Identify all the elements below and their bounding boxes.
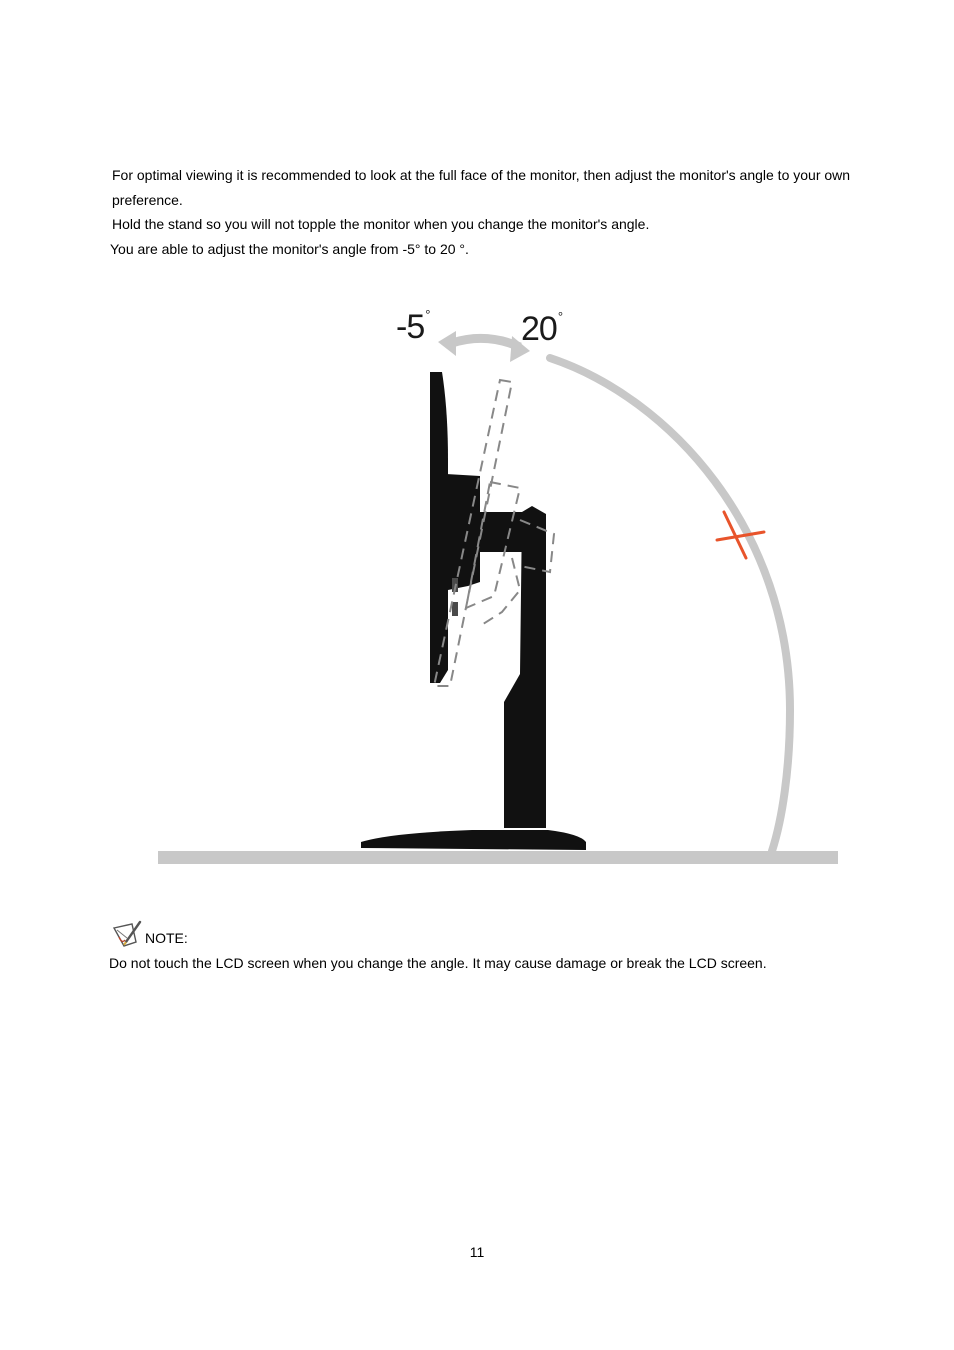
angle-min-value: -5 — [396, 308, 425, 346]
monitor-base — [361, 830, 586, 850]
angle-range-text: You are able to adjust the monitor's angle from -5° to 20 °. — [110, 241, 469, 257]
note-label: NOTE: — [145, 930, 188, 946]
monitor-tilt-illustration — [150, 290, 850, 870]
angle-max-value: 20 — [521, 310, 557, 348]
page-number: 11 — [469, 1244, 485, 1260]
monitor-panel — [430, 372, 448, 683]
angle-label-max — [521, 309, 563, 348]
note-heading — [112, 918, 188, 948]
angle-label-min — [396, 307, 430, 346]
port-2 — [452, 602, 458, 616]
floor-surface — [158, 851, 838, 864]
rotation-arc — [550, 358, 790, 851]
tilt-angle-figure — [150, 290, 850, 870]
hinge-arm — [480, 512, 522, 552]
stand-column — [504, 506, 546, 828]
double-arrow-icon — [438, 331, 530, 362]
intro-paragraph: For optimal viewing it is recommended to look at the full face of the monitor, then adjust the monitor's angle to your own preference. — [112, 167, 851, 208]
degree-mark-min: ° — [425, 307, 430, 322]
degree-mark-max: ° — [557, 309, 563, 324]
note-text: Do not touch the LCD screen when you change the angle. It may cause damage or break the LCD screen. — [109, 955, 767, 971]
note-pencil-icon — [112, 920, 144, 948]
stand-instruction: Hold the stand so you will not topple the monitor when you change the monitor's angle. — [112, 216, 650, 232]
monitor-back-housing — [446, 474, 480, 590]
